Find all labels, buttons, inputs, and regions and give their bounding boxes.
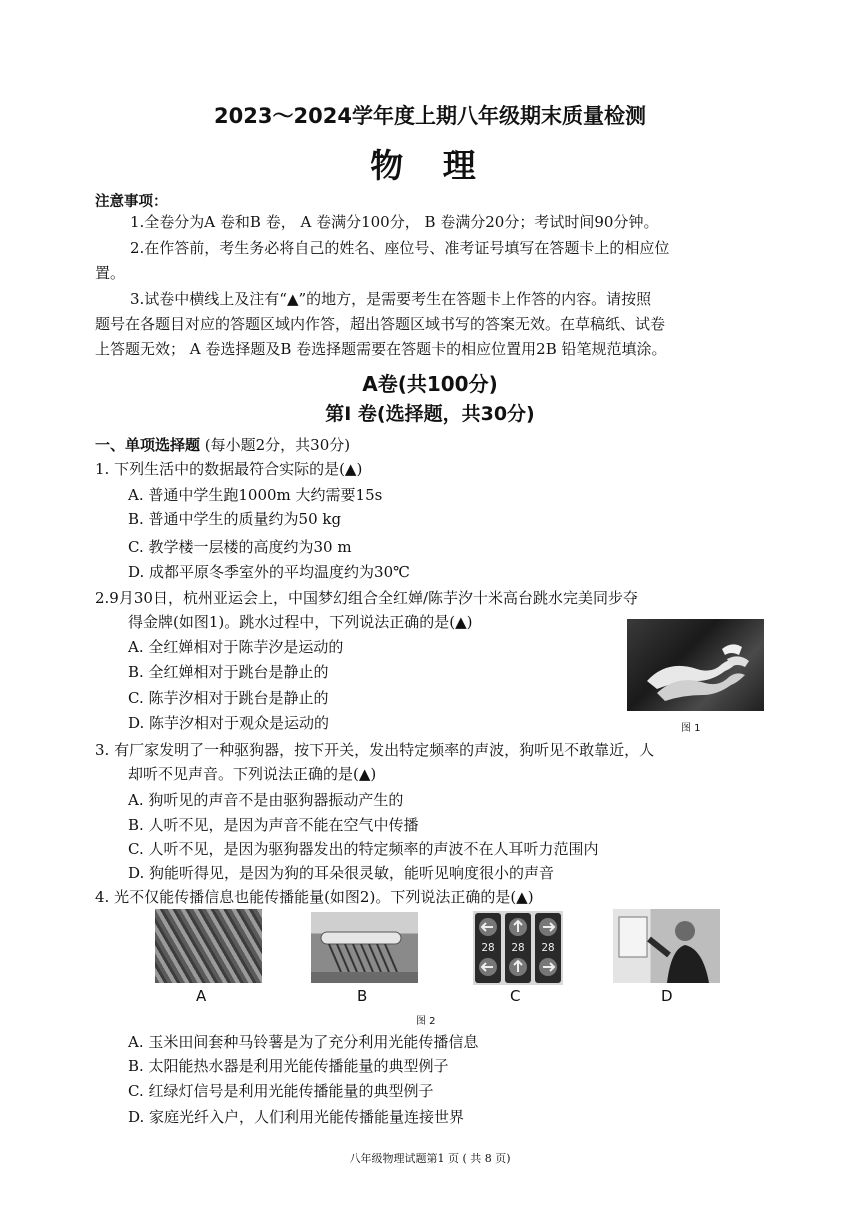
notice-item-2-cont: 置。 — [95, 264, 126, 282]
page-footer: 八年级物理试题第1 页 ( 共 8 页) — [349, 1152, 511, 1165]
question-4-option-a: A. 玉米田间套种马铃薯是为了充分利用光能传播信息 — [128, 1033, 479, 1051]
notice-item-3: 3.试卷中横线上及注有“▲”的地方，是需要考生在答题卡上作答的内容。请按照 — [130, 290, 652, 308]
figure-2-label-b: B — [357, 987, 368, 1005]
notice-item-3-cont2: 上答题无效； A 卷选择题及B 卷选择题需要在答题卡的相应位置用2B 铅笔规范填涂。 — [95, 340, 667, 358]
question-4-stem: 4. 光不仅能传播信息也能传播能量(如图2)。下列说法正确的是(▲) — [95, 888, 534, 906]
figure-2-caption: 图 2 — [416, 1016, 436, 1027]
question-3-option-b: B. 人听不见，是因为声音不能在空气中传播 — [128, 816, 419, 834]
part-one-note: (每小题2分，共30分) — [200, 436, 351, 454]
figure-2d-fiber-install-photo — [613, 909, 720, 983]
part-one-title: 一、单项选择题 — [95, 436, 201, 454]
question-1-option-a: A. 普通中学生跑1000m 大约需要15s — [128, 486, 383, 504]
question-2-stem-cont: 得金牌(如图1)。跳水过程中，下列说法正确的是(▲) — [128, 613, 473, 631]
signal-countdown-3: 28 — [541, 941, 555, 954]
question-2-option-c: C. 陈芋汐相对于跳台是静止的 — [128, 689, 329, 707]
signal-countdown-2: 28 — [511, 941, 525, 954]
signal-countdown-1: 28 — [481, 941, 495, 954]
question-1-option-c: C. 教学楼一层楼的高度约为30 m — [128, 538, 352, 556]
figure-2a-cornfield-photo — [155, 909, 262, 983]
notice-item-3-cont1: 题号在各题目对应的答题区域内作答，超出答题区域书写的答案无效。在草稿纸、试卷 — [95, 315, 666, 333]
traffic-signal-illustration — [473, 911, 563, 985]
figure-1-caption: 图 1 — [681, 723, 701, 734]
question-2-option-b: B. 全红婵相对于跳台是静止的 — [128, 663, 329, 681]
question-1-option-b: B. 普通中学生的质量约为50 kg — [128, 510, 342, 528]
section-1-heading: 第I 卷(选择题，共30分) — [325, 403, 535, 425]
section-a-heading: A卷(共100分) — [362, 372, 498, 396]
question-3-stem: 3. 有厂家发明了一种驱狗器，按下开关，发出特定频率的声波，狗听见不敢靠近，人 — [95, 741, 655, 759]
figure-2-label-d: D — [661, 987, 673, 1005]
question-4-option-d: D. 家庭光纤入户，人们利用光能传播能量连接世界 — [128, 1108, 465, 1126]
question-3-stem-cont: 却听不见声音。下列说法正确的是(▲) — [128, 765, 377, 783]
notice-item-1: 1.全卷分为A 卷和B 卷， A 卷满分100分， B 卷满分20分；考试时间90分钟。 — [130, 213, 659, 231]
figure-2-label-c: C — [510, 987, 521, 1005]
part-one-heading — [95, 434, 350, 455]
solar-heater-illustration — [311, 912, 418, 983]
figure-2-label-a: A — [196, 987, 207, 1005]
question-2-option-d: D. 陈芋汐相对于观众是运动的 — [128, 714, 330, 732]
question-3-option-c: C. 人听不见，是因为驱狗器发出的特定频率的声波不在人耳听力范围内 — [128, 840, 599, 858]
exam-title: 2023～2024学年度上期八年级期末质量检测 — [214, 104, 646, 128]
question-2-option-a: A. 全红婵相对于陈芋汐是运动的 — [128, 638, 344, 656]
question-3-option-a: A. 狗听见的声音不是由驱狗器振动产生的 — [128, 791, 404, 809]
question-4-option-b: B. 太阳能热水器是利用光能传播能量的典型例子 — [128, 1057, 449, 1075]
figure-2b-solar-heater-photo — [311, 912, 418, 983]
question-1-option-d: D. 成都平原冬季室外的平均温度约为30℃ — [128, 563, 410, 581]
question-1-stem: 1. 下列生活中的数据最符合实际的是(▲) — [95, 460, 363, 478]
subject-title: 物 理 — [370, 146, 490, 185]
question-4-option-c: C. 红绿灯信号是利用光能传播能量的典型例子 — [128, 1082, 434, 1100]
notice-item-2: 2.在作答前，考生务必将自己的姓名、座位号、准考证号填写在答题卡上的相应位 — [130, 239, 670, 257]
question-3-option-d: D. 狗能听得见，是因为狗的耳朵很灵敏，能听见响度很小的声音 — [128, 864, 555, 882]
notice-heading: 注意事项： — [95, 194, 168, 210]
question-2-stem: 2.9月30日，杭州亚运会上，中国梦幻组合全红婵/陈芋汐十米高台跳水完美同步夺 — [95, 589, 638, 607]
figure-2c-traffic-signal-photo — [473, 911, 563, 985]
technician-illustration — [613, 909, 720, 983]
divers-illustration — [627, 619, 764, 711]
figure-1-diving-photo — [627, 619, 764, 711]
